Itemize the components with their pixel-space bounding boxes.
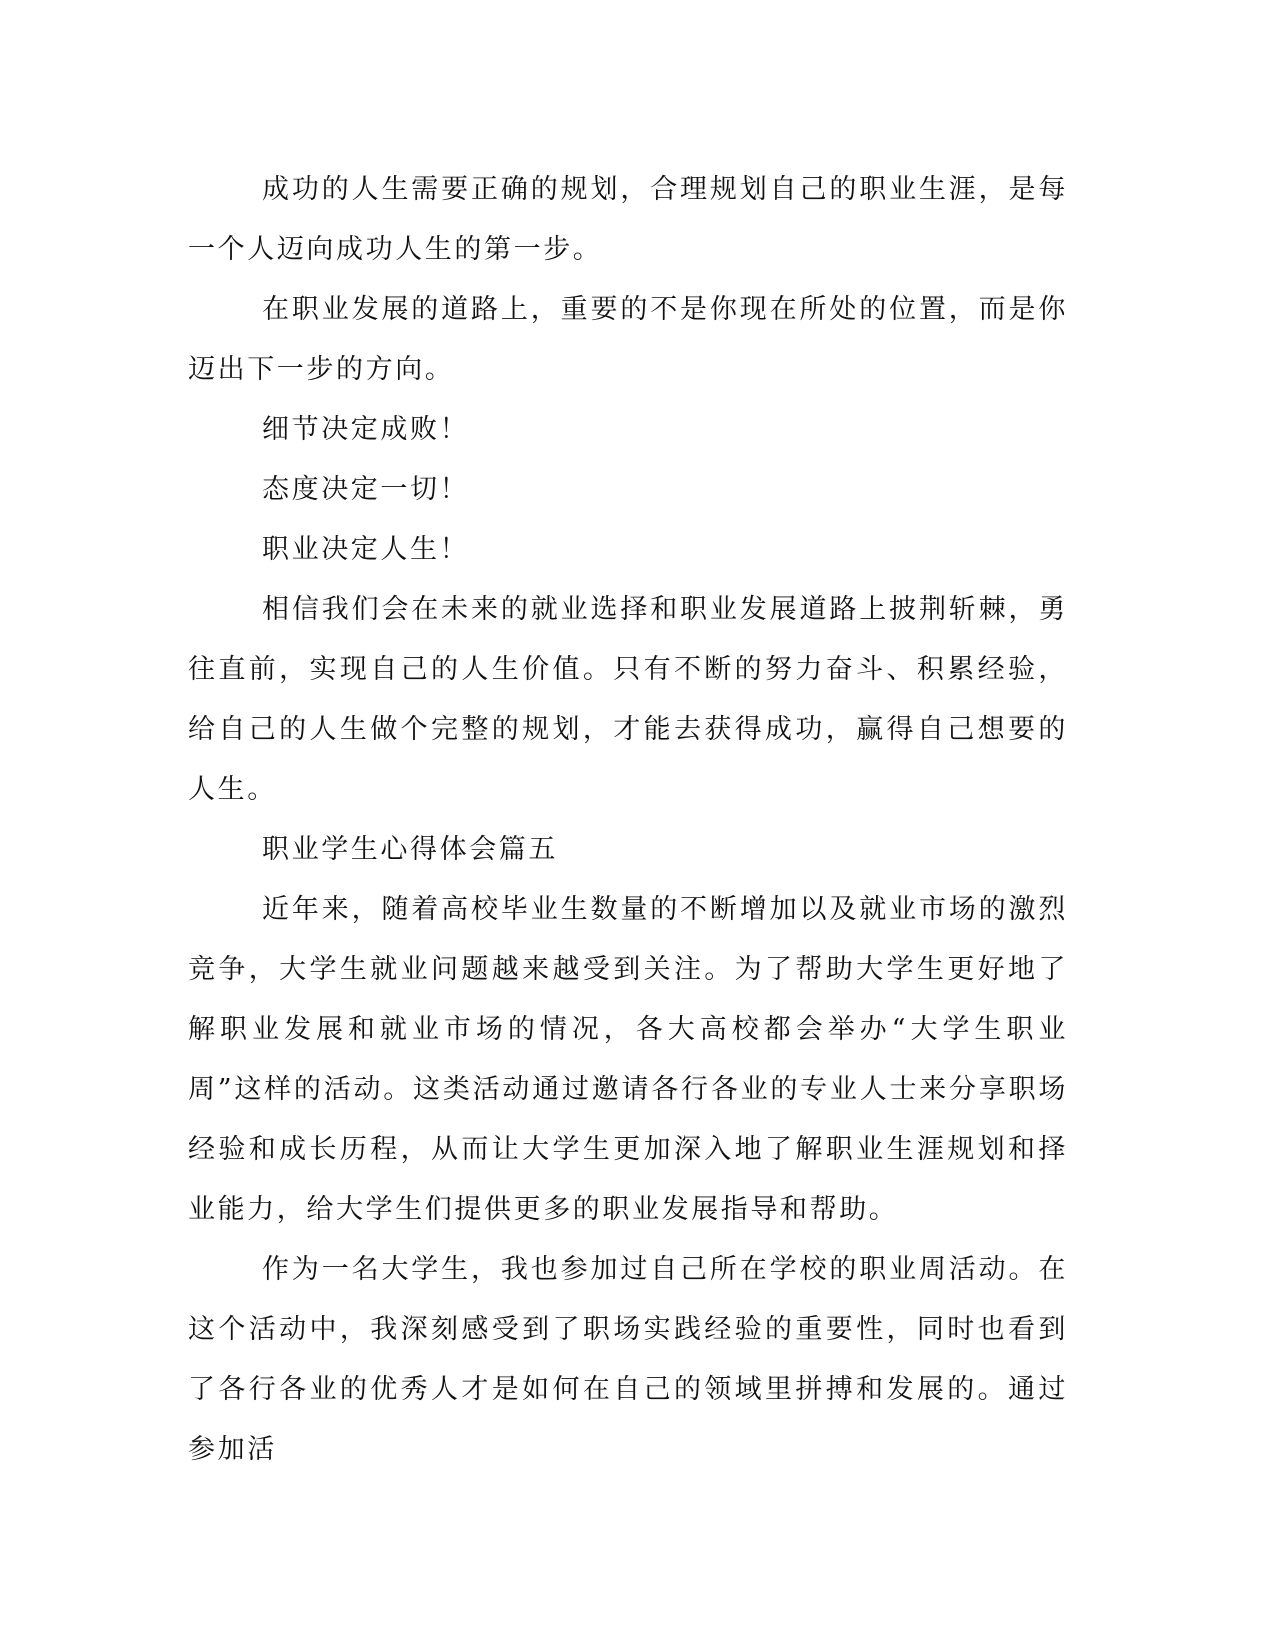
paragraph: 细节决定成败！ <box>262 414 470 445</box>
section-heading: 职业学生心得体会篇五 <box>262 834 558 865</box>
document-body <box>188 160 1068 1480</box>
paragraph: 作为一名大学生，我也参加过自己所在学校的职业周活动。在这个活动中，我深刻感受到了职场实践经验的重要性，同时也看到了各行各业的优秀人才是如何在自己的领域里拼搏和发展的。通过参加活 <box>188 1254 1068 1465</box>
paragraph: 态度决定一切！ <box>262 474 470 505</box>
paragraph: 职业决定人生！ <box>262 534 470 565</box>
paragraph: 在职业发展的道路上，重要的不是你现在所处的位置，而是你迈出下一步的方向。 <box>188 294 1068 385</box>
paragraph: 成功的人生需要正确的规划，合理规划自己的职业生涯，是每一个人迈向成功人生的第一步。 <box>188 174 1068 265</box>
paragraph: 近年来，随着高校毕业生数量的不断增加以及就业市场的激烈竞争，大学生就业问题越来越受到关注。为了帮助大学生更好地了解职业发展和就业市场的情况，各大高校都会举办“大学生职业周”这样的活动。这类活动通过邀请各行各业的专业人士来分享职场经验和成长历程，从而让大学生更加深入地了解职业生涯规划和择业能力，给大学生们提供更多的职业发展指导和帮助。 <box>188 894 1068 1225</box>
paragraph: 相信我们会在未来的就业选择和职业发展道路上披荆斩棘，勇往直前，实现自己的人生价值。只有不断的努力奋斗、积累经验，给自己的人生做个完整的规划，才能去获得成功，赢得自己想要的人生。 <box>188 594 1068 805</box>
